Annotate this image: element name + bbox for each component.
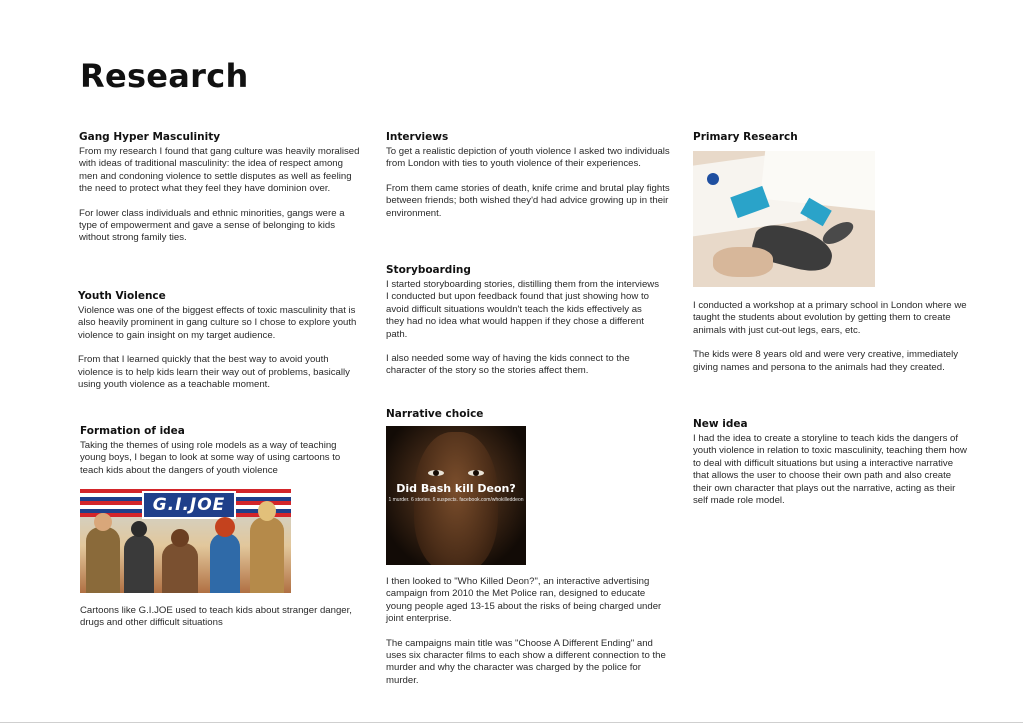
workshop-photo bbox=[693, 151, 875, 287]
figure-soldier bbox=[86, 527, 120, 593]
figure-redhead bbox=[210, 533, 240, 593]
interviews-paragraph-1: To get a realistic depiction of youth violence I asked two individuals from London with ties to youth violence of their experiences. bbox=[386, 146, 670, 170]
figure-ninja bbox=[124, 535, 154, 593]
figure-center bbox=[162, 543, 198, 593]
primary-paragraph-2: The kids were 8 years old and were very creative, immediately giving names and persona to the animals had they created. bbox=[693, 349, 959, 373]
gang-paragraph-2: For lower class individuals and ethnic minorities, gangs were a type of empowerment and gave a sense of belonging to kids without strong family ties. bbox=[79, 207, 345, 244]
youth-heading: Youth Violence bbox=[78, 290, 166, 302]
interviews-section bbox=[386, 131, 671, 232]
gijoe-image bbox=[80, 489, 291, 593]
storyboarding-paragraph-2: I also needed some way of having the kids connect to the character of the story so the stories affect them. bbox=[386, 353, 630, 377]
figure-blonde bbox=[250, 517, 284, 593]
gijoe-logo: G.I.JOE bbox=[142, 491, 236, 519]
gang-section bbox=[79, 131, 364, 257]
page-title: Research bbox=[80, 57, 249, 95]
interviews-heading: Interviews bbox=[386, 131, 449, 143]
primary-paragraph-1: I conducted a workshop at a primary school in London where we taught the students about evolution by getting them to create animals with just cut-out legs, ears, etc. bbox=[693, 300, 967, 336]
deon-poster-image bbox=[386, 426, 526, 565]
storyboarding-paragraph-1: I started storyboarding stories, distilling them from the interviews I conducted but upon feedback found that just showing how to avoid difficult situations wouldn't teach the kids effectively as they had no idea what would happen if they chose a different path. bbox=[386, 279, 660, 340]
narrative-heading: Narrative choice bbox=[386, 408, 484, 420]
formation-section bbox=[80, 425, 365, 489]
bottom-divider bbox=[0, 722, 1023, 723]
narrative-paragraph-2: The campaigns main title was "Choose A Different Ending" and uses six character films to each show a different connection to the murder and why the character was charged by the police for murder. bbox=[386, 637, 666, 686]
interviews-paragraph-2: From them came stories of death, knife crime and brutal play fights between friends; both wished they'd had advice growing up in their environment. bbox=[386, 182, 670, 219]
primary-heading: Primary Research bbox=[693, 131, 798, 143]
newidea-section bbox=[693, 418, 968, 519]
formation-heading: Formation of idea bbox=[80, 425, 185, 437]
poster-title: Did Bash kill Deon? bbox=[396, 482, 516, 495]
newidea-heading: New idea bbox=[693, 418, 748, 430]
youth-paragraph-1: Violence was one of the biggest effects of toxic masculinity that is also heavily prominent in gang culture so I chose to explore youth violence to gain insight on my target audience. bbox=[78, 305, 357, 341]
primary-section bbox=[693, 300, 968, 386]
youth-section bbox=[78, 290, 363, 403]
storyboarding-section bbox=[386, 264, 661, 390]
formation-caption-section bbox=[80, 605, 365, 642]
formation-paragraph-1: Taking the themes of using role models as a way of teaching young boys, I began to look at some way of using cartoons to teach kids about the dangers of youth violence bbox=[80, 440, 341, 476]
formation-caption: Cartoons like G.I.JOE used to teach kids about stranger danger, drugs and other difficult situations bbox=[80, 605, 352, 629]
poster-subtitle: 1 murder. 6 stories. 6 suspects. facebook.com/whokilleddeon bbox=[388, 497, 524, 503]
gang-paragraph-1: From my research I found that gang culture was heavily moralised with ideas of traditional masculinity: the idea of respect among men and condoning violence to settle disputes as well as feeling the need to protect what they feel they have dominion over. bbox=[79, 146, 360, 195]
newidea-paragraph-1: I had the idea to create a storyline to teach kids the dangers of youth violence in relation to toxic masculinity, teaching them how to deal with difficult situations but using a interactive narrative that allows the user to choose their own path and also create their own character that plays out the narrative, acting as their self made role model. bbox=[693, 433, 967, 507]
gang-heading: Gang Hyper Masculinity bbox=[79, 131, 221, 143]
primary-heading-section bbox=[693, 131, 978, 146]
narrative-section bbox=[386, 576, 671, 699]
youth-paragraph-2: From that I learned quickly that the best way to avoid youth violence is to help kids learn their way out of problems, basically using youth violence as a teachable moment. bbox=[78, 354, 350, 391]
narrative-paragraph-1: I then looked to "Who Killed Deon?", an interactive advertising campaign from 2010 the Met Police ran, designed to educate young people aged 13-15 about the risks of being charged under joint enterprise. bbox=[386, 576, 662, 625]
storyboarding-heading: Storyboarding bbox=[386, 264, 471, 276]
narrative-heading-section bbox=[386, 408, 671, 423]
